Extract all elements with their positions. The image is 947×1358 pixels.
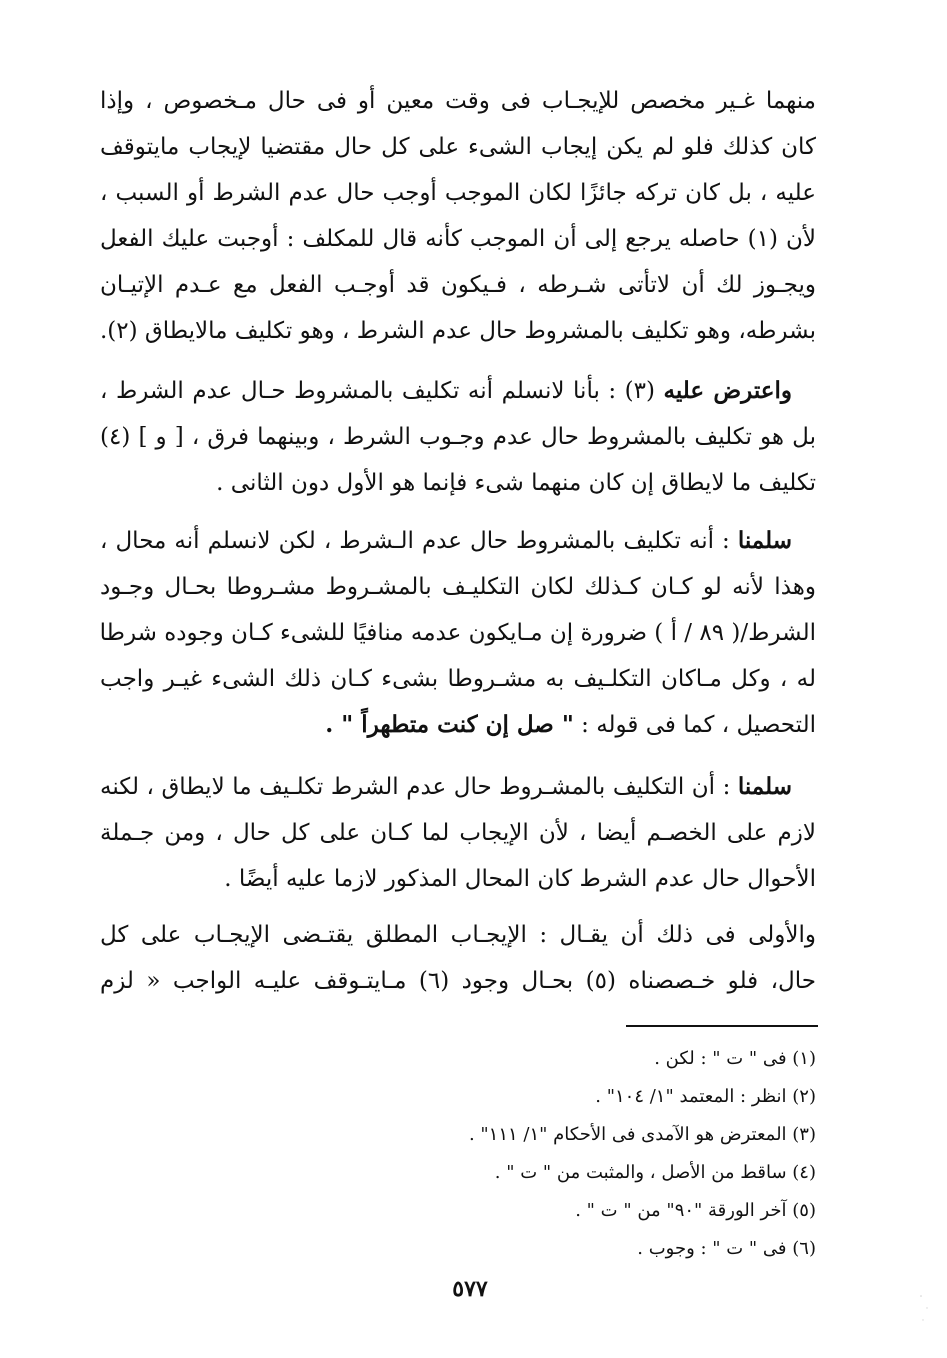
paragraph-4: [100, 764, 816, 902]
text-line: ويجـوز لك أن لاتأتى شـرطه ، فـيكون قد أوجـب الفعل مع عـدم الإتيـان: [100, 272, 816, 298]
paragraph-3: [100, 518, 816, 748]
quoted-hadith: " صل إن كنت متطهراً " .: [325, 711, 574, 738]
page-number: ٥٧٧: [452, 1276, 488, 1302]
text-line: كان كذلك فلو لم يكن إيجاب الشىء على كل حال مقتضيا لإيجاب مايتوقف: [100, 134, 816, 160]
line-text: : أنه تكليف بالمشروط حال عدم الـشرط ، لكن لانسلم أنه محال ،: [100, 528, 738, 554]
paragraph-lead: سلمنا: [737, 773, 792, 800]
text-line: والأولى فى ذلك أن يقـال : الإيجـاب المطلق يقتـضى الإيجـاب على كل: [100, 922, 816, 948]
paragraph-1: [100, 78, 816, 354]
text-line: حال، فلو خـصصناه (٥) بحـال وجود (٦) مـايتـوقف عليـه الواجب « لزم: [100, 968, 816, 994]
text-line: لأن (١) حاصله يرجع إلى أن الموجب كأنه قال للمكلف : أوجبت عليك الفعل: [100, 226, 816, 252]
scan-speckles: [915, 1290, 935, 1330]
line-text: (٣) : بأنا لانسلم أنه تكليف بالمشروط حـال عدم الشرط ،: [100, 378, 664, 404]
text-line: الأحوال حال عدم الشرط كان المحال المذكور لازما عليه أيضًا .: [224, 866, 816, 892]
line-text: التحصيل ، كما فى قوله :: [573, 712, 816, 738]
footnote: (٦) فى " ت " : وجوب .: [637, 1238, 816, 1259]
text-line: [100, 702, 816, 748]
footnote-separator: [626, 1025, 818, 1027]
paragraph-2: [100, 368, 816, 506]
text-line: [100, 368, 816, 414]
text-line: بشرطه، وهو تكليف بالمشروط حال عدم الشرط ، وهو تكليف مالايطاق (٢).: [100, 318, 816, 344]
footnote: (٤) ساقط من الأصل ، والمثبت من " ت " .: [494, 1162, 816, 1183]
footnote: (١) فى " ت " : لكن .: [654, 1048, 816, 1069]
text-line: لازم على الخصـم أيضا ، لأن الإيجاب لما كـان على كل حال ، ومن جـملة: [100, 820, 816, 846]
text-line: وهذا لأنه لو كـان كـذلك لكان التكليـف بالمشـروط مشـروطا بحـال وجـود: [100, 574, 816, 600]
footnotes: [300, 1040, 816, 1268]
text-line: له ، وكل مـاكان التكلـيف به مشـروطا بشىء كـان ذلك الشىء غيـر واجب: [100, 666, 816, 692]
paragraph-lead: واعترض عليه: [663, 377, 792, 404]
text-line: [100, 518, 816, 564]
text-line: بل هو تكليف بالمشروط حال عدم وجـوب الشرط ، وبينهما فرق ، [ و ] (٤): [100, 424, 816, 450]
text-line: منهما غـير مخصص للإيجـاب فى وقت معين أو فى حال مـخصوص ، وإذا: [100, 88, 816, 114]
paragraph-5: [100, 912, 816, 1004]
paragraph-lead: سلمنا: [737, 527, 792, 554]
footnote: (٥) آخر الورقة "٩٠" من " ت " .: [575, 1200, 816, 1221]
text-line: تكليف ما لايطاق إن كان منهما شىء فإنما هو الأول دون الثانى .: [216, 470, 816, 496]
footnote: (٣) المعترض هو الآمدى فى الأحكام "١/ ١١١" .: [468, 1124, 816, 1145]
text-line: [100, 764, 816, 810]
text-line: عليه ، بل كان تركه جائزًا لكان الموجب أوجب حال عدم الشرط أو السبب ،: [100, 180, 816, 206]
text-line: الشرط/( ٨٩ / أ ) ضرورة إن مـايكون عدمه منافيًا للشىء كـان وجوده شرطا: [100, 620, 816, 646]
line-text: : أن التكليف بالمشـروط حال عدم الشرط تكلـيف ما لايطاق ، لكنه: [100, 774, 738, 800]
footnote: (٢) انظر : المعتمد "١/ ١٠٤" .: [595, 1086, 816, 1107]
